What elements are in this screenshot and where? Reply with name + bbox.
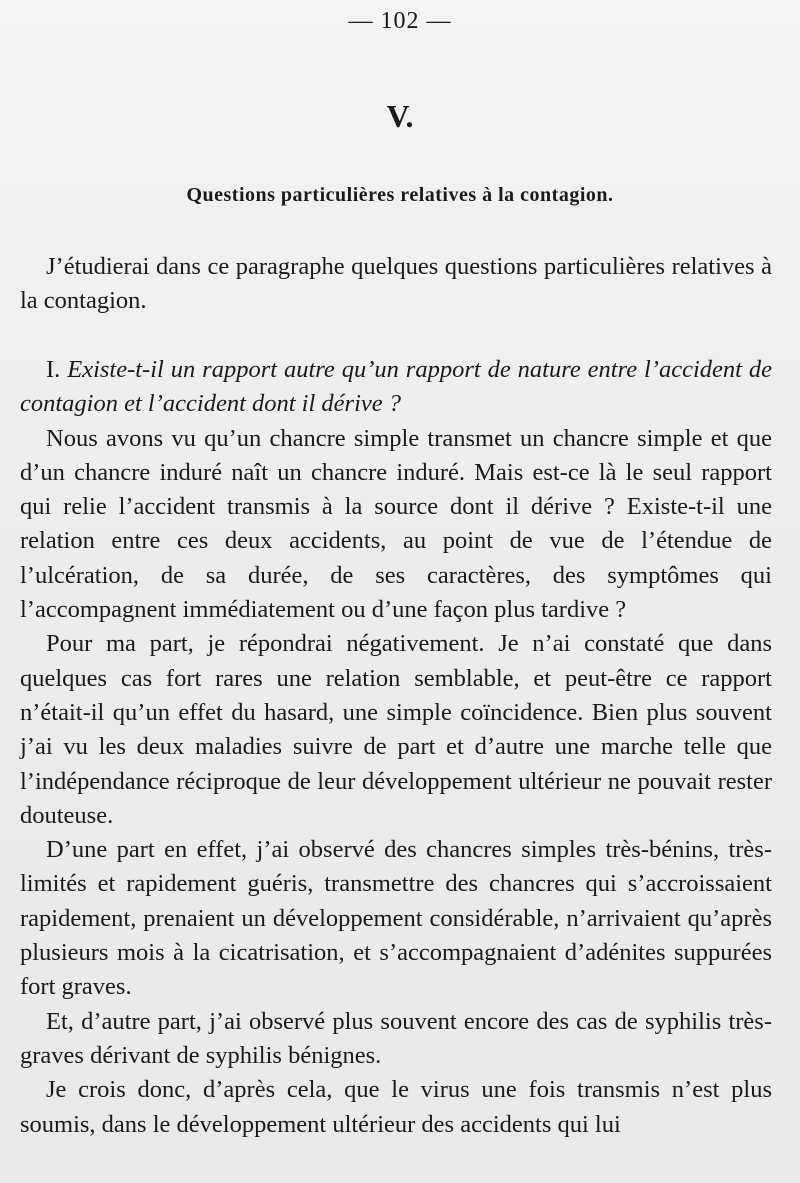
question-paragraph xyxy=(20,353,772,422)
body-section xyxy=(20,353,772,1142)
section-title: Questions particulières relatives à la contagion. xyxy=(186,184,614,206)
paragraph-3: D’une part en effet, j’ai observé des chancres simples très-bénins, très-limités et rapidement guéris, transmettre des chancres qui s’accroissaient rapidement, prenaient un développement considérable, n’arrivaient qu’après plusieurs mois à la cicatrisation, et s’accompagnaient d’adénites suppurées fort graves. xyxy=(20,836,772,1001)
section-numeral: V. xyxy=(386,98,414,134)
intro-text: J’étudierai dans ce paragraphe quelques questions particulières relatives à la contagion. xyxy=(20,253,772,315)
question-number: I. xyxy=(46,356,61,383)
paragraph-1: Nous avons vu qu’un chancre simple transmet un chancre simple et que d’un chancre induré naît un chancre induré. Mais est-ce là le seul rapport qui relie l’accident transmis à la source dont il dérive ? Existe-t-il une relation entre ces deux accidents, au point de vue de l’étendue de l’ulcération, de sa durée, de ses caractères, des symptômes qui l’accompagnent immédiatement ou d’une façon plus tardive ? xyxy=(20,424,772,624)
paragraph-4: Et, d’autre part, j’ai observé plus souvent encore des cas de syphilis très-graves dérivant de syphilis bénignes. xyxy=(20,1007,772,1069)
paragraph-2: Pour ma part, je répondrai négativement. Je n’ai constaté que dans quelques cas fort rares une relation semblable, et peut-être ce rapport n’était-il qu’un effet du hasard, une simple coïncidence. Bien plus souvent j’ai vu les deux maladies suivre de part et d’autre une marche telle que l’indépendance réciproque de leur développement ultérieur ne pouvait rester douteuse. xyxy=(20,630,772,829)
page-number: — 102 — xyxy=(348,8,452,34)
intro-paragraph xyxy=(20,250,772,319)
question-text: Existe-t-il un rapport autre qu’un rapport de nature entre l’accident de contagion et l’accident dont il dérive ? xyxy=(20,356,773,418)
paragraph-5: Je crois donc, d’après cela, que le virus une fois transmis n’est plus soumis, dans le développement ultérieur des accidents qui lui xyxy=(20,1076,772,1138)
